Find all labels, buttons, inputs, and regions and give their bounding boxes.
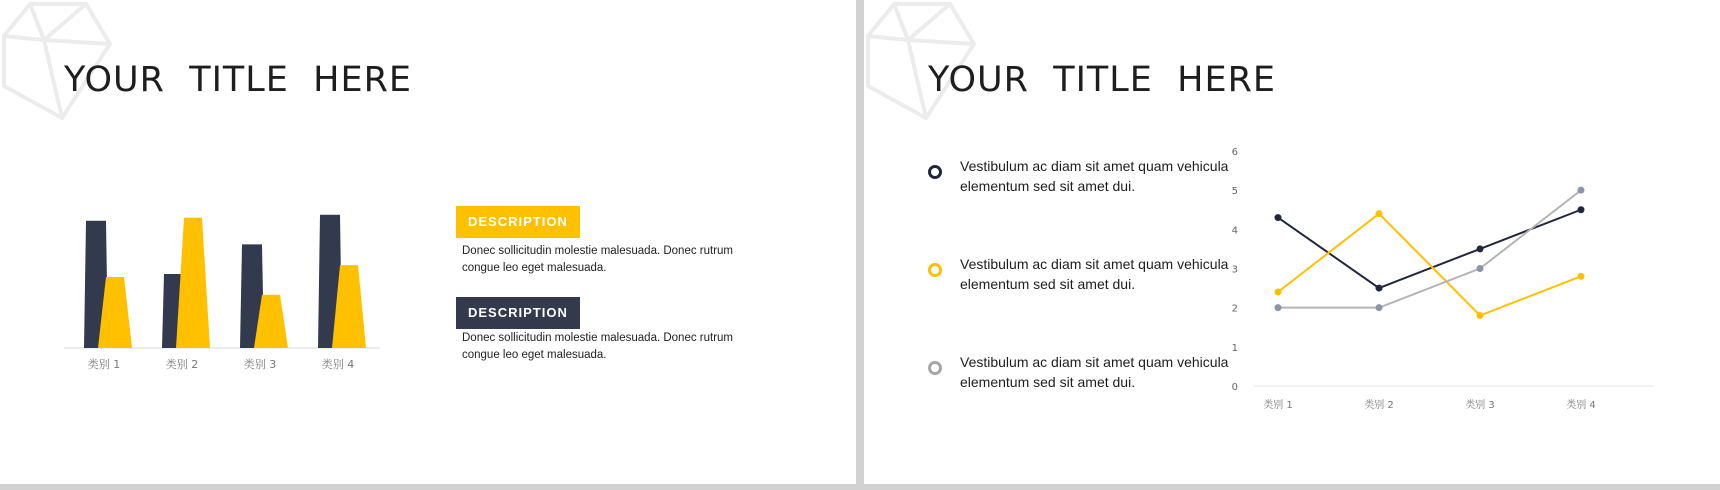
- x-tick-label: 类别 4: [1566, 400, 1596, 411]
- series-line: [1278, 210, 1581, 288]
- y-tick-label: 5: [1231, 186, 1238, 198]
- data-point: [1275, 304, 1282, 311]
- legend-text: Vestibulum ac diam sit amet quam vehicula elementum sed sit amet dui.: [960, 256, 1229, 292]
- bar: [176, 218, 210, 348]
- page-title: YOUR TITLE HERE: [928, 60, 1277, 100]
- y-tick-label: 6: [1231, 147, 1238, 158]
- ring-icon: [928, 263, 942, 277]
- x-tick-label: 类别 2: [165, 358, 199, 371]
- series-line: [1278, 214, 1581, 316]
- y-tick-label: 2: [1231, 303, 1238, 315]
- data-point: [1578, 206, 1585, 213]
- page-title: YOUR TITLE HERE: [64, 60, 413, 100]
- y-tick-label: 1: [1231, 342, 1238, 354]
- description-text: Donec sollicitudin molestie malesuada. Donec rutrum congue leo eget malesuada.: [462, 332, 734, 361]
- data-point: [1275, 214, 1282, 221]
- x-tick-label: 类别 2: [1364, 400, 1394, 411]
- data-point: [1477, 312, 1484, 319]
- data-point: [1477, 245, 1484, 252]
- x-tick-label: 类别 4: [321, 358, 355, 371]
- data-point: [1578, 273, 1585, 280]
- description-label: DESCRIPTION: [456, 297, 580, 329]
- bar-chart: [50, 190, 380, 380]
- legend-text: Vestibulum ac diam sit amet quam vehicula elementum sed sit amet dui.: [960, 354, 1229, 390]
- y-tick-label: 0: [1231, 382, 1238, 393]
- x-tick-label: 类别 3: [1465, 400, 1495, 411]
- legend-text: Vestibulum ac diam sit amet quam vehicula elementum sed sit amet dui.: [960, 158, 1229, 194]
- data-point: [1376, 285, 1383, 292]
- data-point: [1578, 187, 1585, 194]
- slide-right: [864, 0, 1720, 484]
- ring-icon: [928, 165, 942, 179]
- line-chart: [1224, 140, 1664, 420]
- ring-icon: [928, 361, 942, 375]
- y-tick-label: 3: [1231, 264, 1238, 276]
- data-point: [1477, 265, 1484, 272]
- data-point: [1275, 289, 1282, 296]
- x-tick-label: 类别 1: [87, 358, 121, 371]
- x-tick-label: 类别 1: [1263, 400, 1293, 411]
- y-tick-label: 4: [1231, 225, 1238, 237]
- description-label: DESCRIPTION: [456, 206, 580, 238]
- x-tick-label: 类别 3: [243, 358, 277, 371]
- description-text: Donec sollicitudin molestie malesuada. Donec rutrum congue leo eget malesuada.: [462, 245, 734, 274]
- data-point: [1376, 210, 1383, 217]
- slide-left: [0, 0, 856, 484]
- data-point: [1376, 304, 1383, 311]
